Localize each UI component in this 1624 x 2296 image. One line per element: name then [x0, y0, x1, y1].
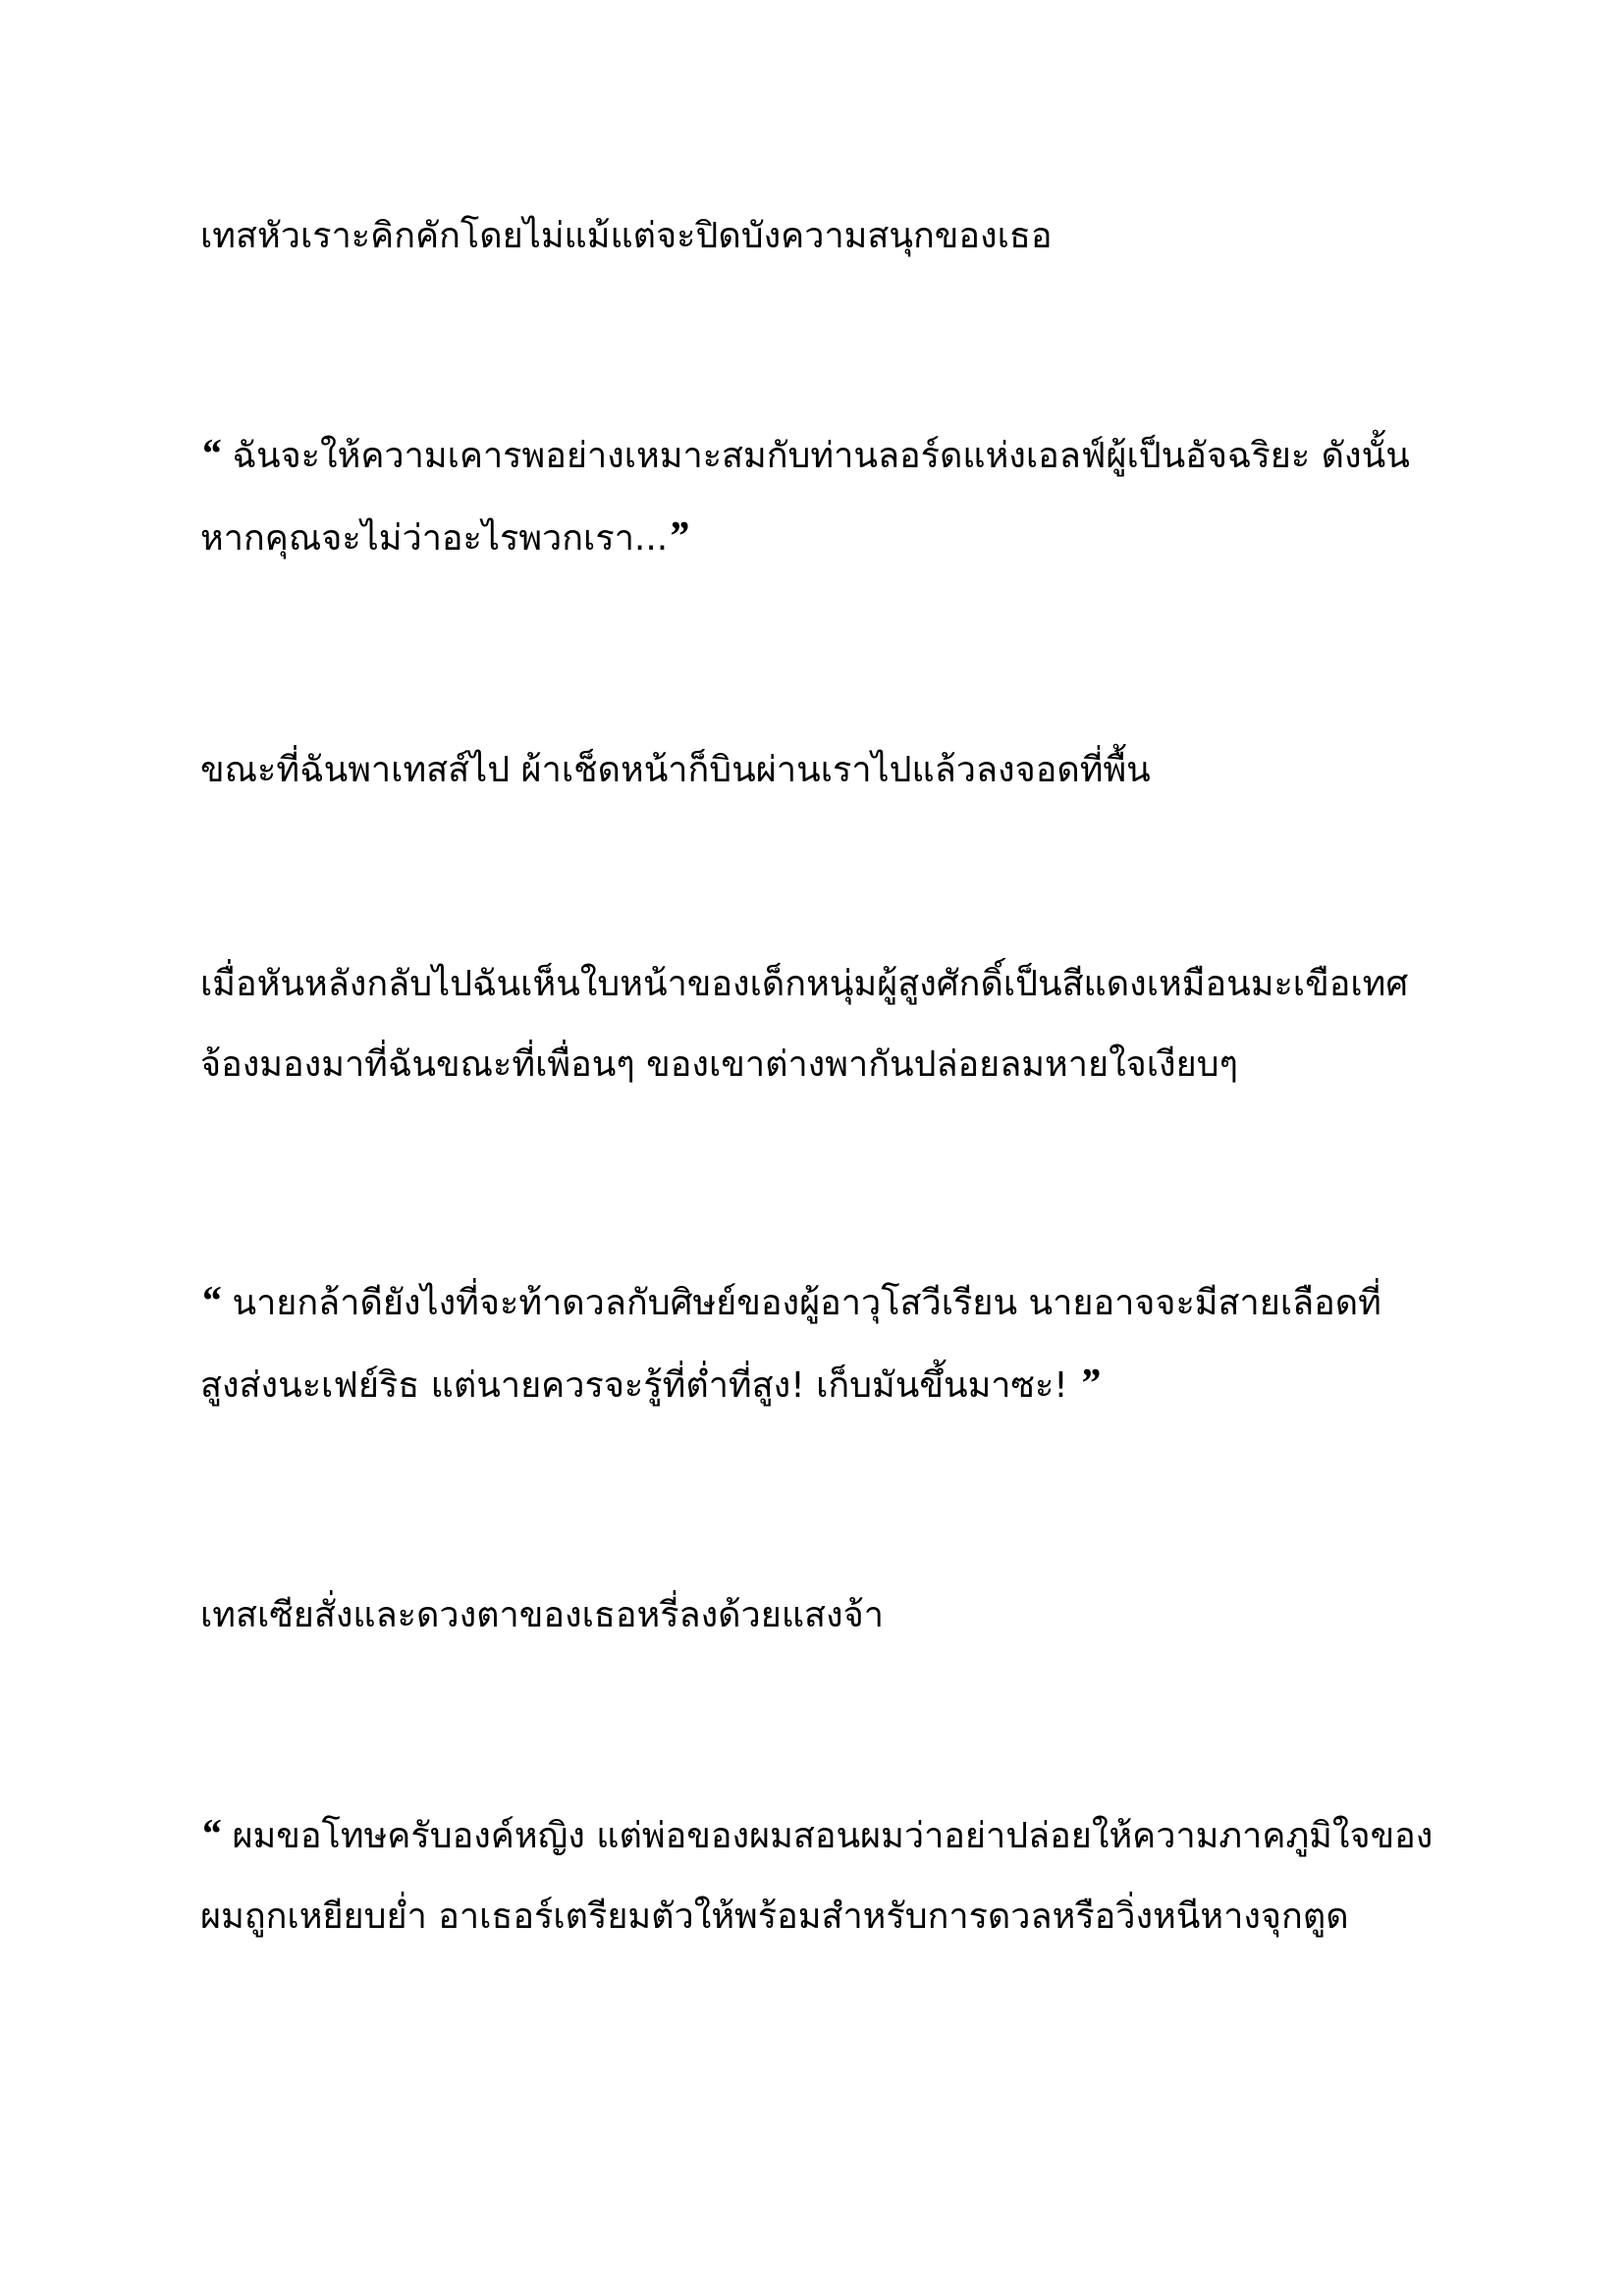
paragraph-line	[200, 1344, 1467, 1426]
paragraph-narration-4	[200, 1575, 1467, 1656]
paragraph-line	[200, 497, 1467, 579]
paragraph-line: เทสหัวเราะคิกคักโดยไม่แม้แต่จะปิดบังความสนุกของเธอ	[200, 216, 1053, 256]
paragraph-line: เทสเซียสั่งและดวงตาของเธอหรี่ลงด้วยแสงจ้า	[200, 1595, 884, 1635]
paragraph-line	[200, 1794, 1467, 1877]
dialogue-text: นายกล้าดียังไงที่จะท้าดวลกับศิษย์ของผู้อาวุโสวีเรียน นายอาจจะมีสายเลือดที่	[232, 1283, 1381, 1323]
paragraph-narration-2	[200, 730, 1467, 811]
paragraph-line	[200, 414, 1467, 497]
open-quote-mark: “	[200, 1279, 221, 1324]
dialogue-text: ฉันจะให้ความเคารพอย่างเหมาะสมกับท่านลอร์ดแห่งเอลฟ์ผู้เป็นอัจฉริยะ ดังนั้น	[232, 436, 1410, 476]
paragraph-line: เมื่อหันหลังกลับไปฉันเห็นใบหน้าของเด็กหนุ่มผู้สูงศักดิ์เป็นสีแดงเหมือนมะเขือเทศ	[200, 964, 1409, 1004]
paragraph-dialogue-2	[200, 1261, 1467, 1426]
paragraph-dialogue-1	[200, 414, 1467, 579]
paragraph-line: จ้องมองมาที่ฉันขณะที่เพื่อนๆ ของเขาต่างพากันปล่อยลมหายใจเงียบๆ	[200, 1044, 1238, 1085]
open-quote-mark: “	[200, 432, 221, 477]
paragraph-line	[200, 1877, 1467, 1957]
dialogue-text: สูงส่งนะเฟย์ริธ แต่นายควรจะรู้ที่ต่ำที่สูง! เก็บมันขึ้นมาซะ!	[200, 1365, 1068, 1406]
close-quote-mark: ”	[668, 514, 689, 560]
paragraph-line: ขณะที่ฉันพาเทสส์ไป ผ้าเช็ดหน้าก็บินผ่านเราไปแล้วลงจอดที่พื้น	[200, 750, 1151, 790]
dialogue-text: หากคุณจะไม่ว่าอะไรพวกเรา...	[200, 518, 669, 559]
dialogue-text: ผมถูกเหยียบย่ำ อาเธอร์เตรียมตัวให้พร้อมสำหรับการดวลหรือวิ่งหนีหางจุกตูด	[200, 1896, 1349, 1937]
paragraph-narration-3	[200, 944, 1467, 1105]
dialogue-text: ผมขอโทษครับองค์หญิง แต่พ่อของผมสอนผมว่าอย่าปล่อยให้ความภาคภูมิใจของ	[232, 1816, 1434, 1856]
paragraph-narration-1	[200, 196, 1467, 277]
paragraph-dialogue-3	[200, 1794, 1467, 1957]
open-quote-mark: “	[200, 1812, 221, 1857]
close-quote-mark: ”	[1079, 1362, 1101, 1407]
paragraph-line	[200, 1261, 1467, 1344]
